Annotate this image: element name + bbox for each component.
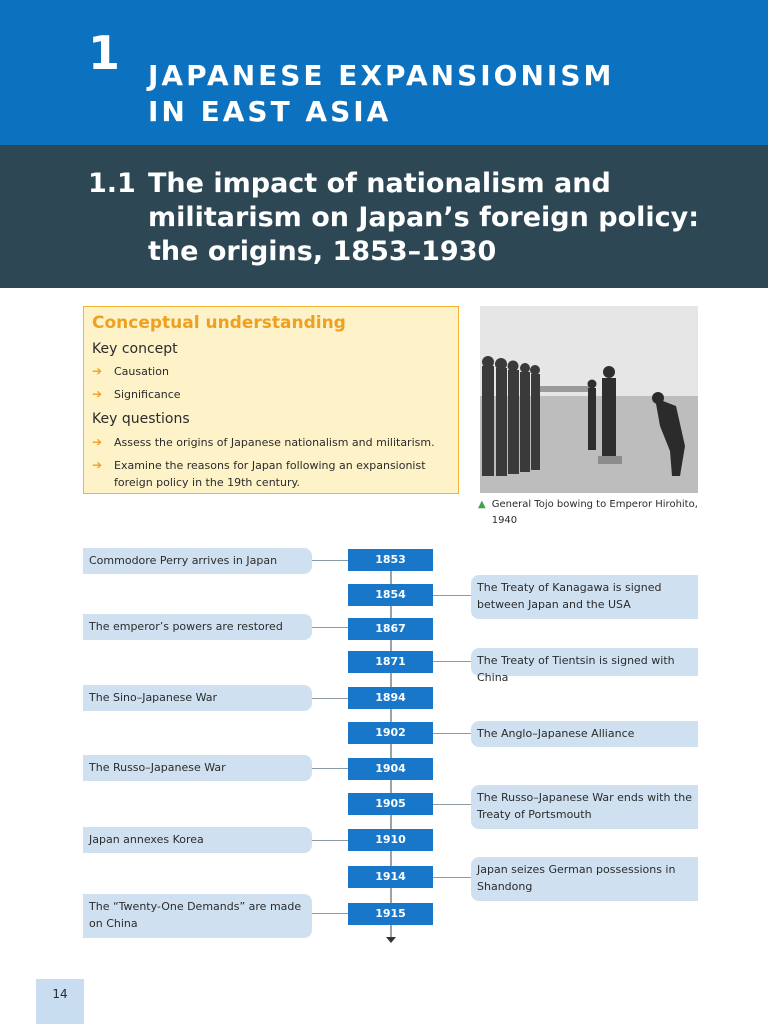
key-concept-item: ➔ Causation xyxy=(92,364,169,378)
page-number: 14 xyxy=(36,979,84,1024)
key-concept-label: Key concept xyxy=(92,341,178,357)
key-concept-item: ➔ Significance xyxy=(92,387,181,401)
event-perry-arrives: Commodore Perry arrives in Japan xyxy=(83,548,312,574)
arrow-right-icon: ➔ xyxy=(92,387,103,401)
event-emperor-restored: The emperor’s powers are restored xyxy=(83,614,312,640)
event-treaty-portsmouth: The Russo–Japanese War ends with the Treaty of Portsmouth xyxy=(471,785,698,829)
connector-line xyxy=(312,913,348,914)
year-1871: 1871 xyxy=(348,651,433,673)
concept-heading: Conceptual understanding xyxy=(92,313,346,333)
event-twenty-one-demands: The “Twenty-One Demands” are made on China xyxy=(83,894,312,938)
event-treaty-tientsin: The Treaty of Tientsin is signed with China xyxy=(471,648,698,676)
year-1904: 1904 xyxy=(348,758,433,780)
year-1894: 1894 xyxy=(348,687,433,709)
section-title: The impact of nationalism and militarism on Japan’s foreign policy: the origins, 1853–1930 xyxy=(148,168,700,267)
event-treaty-kanagawa: The Treaty of Kanagawa is signed between Japan and the USA xyxy=(471,575,698,619)
arrow-right-icon: ➔ xyxy=(92,364,103,378)
connector-line xyxy=(433,804,471,805)
chapter-title-line-2: IN EAST ASIA xyxy=(148,95,392,128)
triangle-up-icon: ▲ xyxy=(478,499,486,510)
year-1902: 1902 xyxy=(348,722,433,744)
connector-line xyxy=(433,877,471,878)
event-russo-japanese-war: The Russo–Japanese War xyxy=(83,755,312,781)
year-1867: 1867 xyxy=(348,618,433,640)
connector-line xyxy=(312,840,348,841)
year-1853: 1853 xyxy=(348,549,433,571)
section-number: 1.1 xyxy=(88,168,136,199)
arrow-right-icon: ➔ xyxy=(92,458,103,472)
key-question-item: ➔ Examine the reasons for Japan following an expansionist foreign policy in the 19th century. xyxy=(92,458,426,489)
connector-line xyxy=(433,661,471,662)
chapter-number: 1 xyxy=(88,26,121,80)
timeline-arrow-icon xyxy=(386,937,396,943)
year-1910: 1910 xyxy=(348,829,433,851)
chapter-title-line-1: JAPANESE EXPANSIONISM xyxy=(148,59,615,92)
year-1915: 1915 xyxy=(348,903,433,925)
chapter-title xyxy=(148,58,708,130)
event-shandong-seized: Japan seizes German possessions in Shandong xyxy=(471,857,698,901)
key-question-item: ➔ Assess the origins of Japanese nationalism and militarism. xyxy=(92,435,435,449)
conceptual-understanding-box xyxy=(83,306,459,494)
key-questions-label: Key questions xyxy=(92,411,190,427)
connector-line xyxy=(433,733,471,734)
connector-line xyxy=(312,768,348,769)
event-anglo-japanese-alliance: The Anglo–Japanese Alliance xyxy=(471,721,698,747)
connector-line xyxy=(312,627,348,628)
photo-caption: ▲ General Tojo bowing to Emperor Hirohito, 1940 xyxy=(478,497,698,529)
event-sino-japanese-war: The Sino–Japanese War xyxy=(83,685,312,711)
connector-line xyxy=(433,595,471,596)
event-korea-annexed: Japan annexes Korea xyxy=(83,827,312,853)
connector-line xyxy=(312,560,348,561)
year-1905: 1905 xyxy=(348,793,433,815)
historical-photo xyxy=(480,306,698,493)
connector-line xyxy=(312,698,348,699)
year-1914: 1914 xyxy=(348,866,433,888)
photo-illustration xyxy=(480,306,698,493)
year-1854: 1854 xyxy=(348,584,433,606)
arrow-right-icon: ➔ xyxy=(92,435,103,449)
